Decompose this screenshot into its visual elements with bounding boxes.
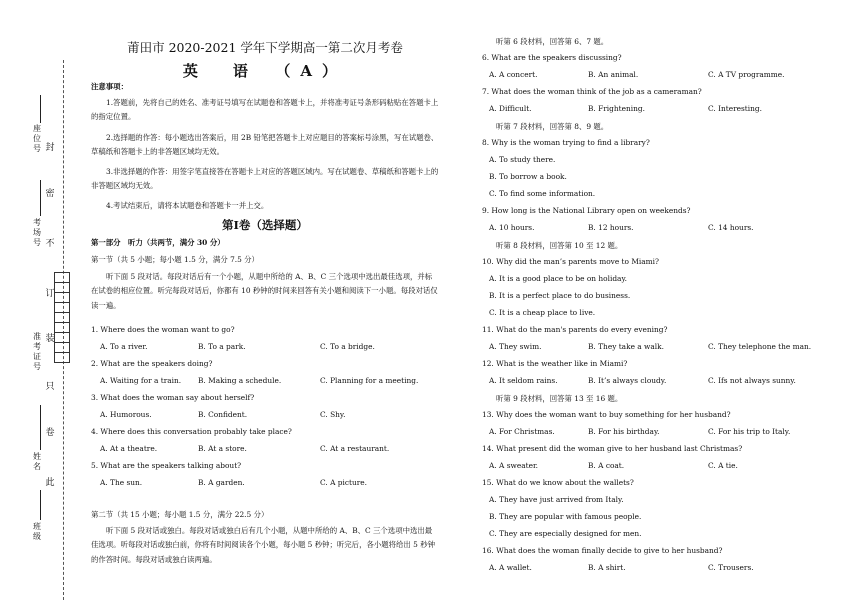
seat-number-label: 座位号 (33, 124, 41, 153)
option-b[interactable]: B. For his birthday. (588, 427, 660, 436)
option-c[interactable]: C. Ifs not always sunny. (708, 376, 796, 385)
material-note: 听第 9 段材料，回答第 13 至 16 题。 (496, 394, 623, 403)
option-c[interactable]: C. To a bridge. (320, 342, 375, 351)
option-c[interactable]: C. 14 hours. (708, 223, 754, 232)
option-a[interactable]: A. Humorous. (100, 410, 152, 419)
option-a[interactable]: A. Waiting for a train. (100, 376, 182, 385)
option-b[interactable]: B. 12 hours. (588, 223, 634, 232)
left-column (91, 0, 439, 564)
option-c[interactable]: C. They telephone the man. (708, 342, 812, 351)
question-4: 4. Where does this conversation probably take place? (91, 427, 292, 436)
exam-title: 莆田市 2020-2021 学年下学期高一第二次月考卷 (127, 40, 403, 55)
question-10: 10. Why did the man’s parents move to Miami? (482, 257, 659, 266)
exam-subject: 英 语 （A） (182, 62, 348, 80)
option-b[interactable]: B. To borrow a book. (489, 172, 567, 181)
question-6: 6. What are the speakers discussing? (482, 53, 622, 62)
option-a[interactable]: A. A wallet. (489, 563, 532, 572)
class-line[interactable] (40, 490, 41, 520)
seal-char: 只 (45, 382, 55, 392)
option-b[interactable]: B. Making a schedule. (198, 376, 282, 385)
option-a[interactable]: A. It seldom rains. (489, 376, 558, 385)
option-c[interactable]: C. At a restaurant. (320, 444, 390, 453)
option-c[interactable]: C. It is a cheap place to live. (489, 308, 596, 317)
option-b[interactable]: B. A shirt. (588, 563, 626, 572)
option-b[interactable]: B. Confident. (198, 410, 248, 419)
option-a[interactable]: A. 10 hours. (489, 223, 535, 232)
question-8: 8. Why is the woman trying to find a library? (482, 138, 650, 147)
exam-room-line[interactable] (40, 180, 41, 216)
binding-margin (0, 0, 78, 608)
material-note: 听第 8 段材料，回答第 10 至 12 题。 (496, 241, 623, 250)
option-b[interactable]: B. It’s always cloudy. (588, 376, 667, 385)
seal-char: 卷 (45, 428, 55, 438)
material-note: 听第 7 段材料，回答第 8、9 题。 (496, 122, 609, 131)
option-b[interactable]: B. An animal. (588, 70, 639, 79)
note-item: 4.考试结束后，请将本试题卷和答题卡一并上交。 (106, 201, 269, 210)
option-b[interactable]: B. They take a walk. (588, 342, 664, 351)
option-a[interactable]: A. Difficult. (489, 104, 532, 113)
question-12: 12. What is the weather like in Miami? (482, 359, 628, 368)
section2-heading: 第二节（共 15 小题；每小题 1.5 分，满分 22.5 分） (91, 510, 269, 519)
name-line[interactable] (40, 405, 41, 450)
admission-number-label: 准考证号 (33, 332, 41, 371)
seal-char: 封 (45, 143, 55, 153)
question-16: 16. What does the woman finally decide to give to her husband? (482, 546, 723, 555)
option-a[interactable]: A. To study there. (489, 155, 556, 164)
question-13: 13. Why does the woman want to buy something for her husband? (482, 410, 731, 419)
option-b[interactable]: B. A garden. (198, 478, 245, 487)
seal-char: 此 (45, 478, 55, 488)
option-c[interactable]: C. They are especially designed for men. (489, 529, 642, 538)
material-note: 听第 6 段材料，回答第 6、7 题。 (496, 37, 609, 46)
question-7: 7. What does the woman think of the job as a cameraman? (482, 87, 702, 96)
option-c[interactable]: C. Planning for a meeting. (320, 376, 419, 385)
seal-char: 密 (45, 189, 55, 199)
seal-char: 不 (45, 239, 55, 249)
seal-char: 订 (45, 289, 55, 299)
option-c[interactable]: C. To find some information. (489, 189, 596, 198)
option-a[interactable]: A. For Christmas. (489, 427, 555, 436)
option-a[interactable]: A. They swim. (489, 342, 542, 351)
option-c[interactable]: C. A TV programme. (708, 70, 785, 79)
question-9: 9. How long is the National Library open on weekends? (482, 206, 691, 215)
note-item: 1.答题前，先将自己的姓名、准考证号填写在试题卷和答题卡上，并将准考证号条形码粘贴在答题卡上的指定位置。 (91, 98, 439, 122)
class-label: 班级 (33, 522, 41, 541)
part1-heading: 第一部分 听力（共两节，满分 30 分） (91, 238, 225, 247)
option-a[interactable]: A. A concert. (489, 70, 538, 79)
seal-char: 装 (45, 334, 55, 344)
name-label: 姓名 (33, 452, 41, 471)
option-a[interactable]: A. It is a good place to be on holiday. (489, 274, 628, 283)
option-b[interactable]: B. It is a perfect place to do business. (489, 291, 631, 300)
option-a[interactable]: A. At a theatre. (100, 444, 158, 453)
admission-number-grid[interactable] (54, 272, 70, 363)
exam-room-label: 考场号 (33, 218, 41, 247)
option-b[interactable]: B. At a store. (198, 444, 247, 453)
question-11: 11. What do the man's parents do every evening? (482, 325, 668, 334)
option-a[interactable]: A. The sun. (100, 478, 143, 487)
option-a[interactable]: A. They have just arrived from Italy. (489, 495, 624, 504)
section1-instructions: 听下面 5 段对话。每段对话后有一个小题，从题中所给的 A、B、C 三个选项中选出最佳选项，并标在试卷的相应位置。听完每段对话后，你都有 10 秒钟的时间来回答有关小题和阅读下一小题。每段对话仅读一遍。 (91, 272, 438, 310)
option-c[interactable]: C. A picture. (320, 478, 367, 487)
note-item: 2.选择题的作答：每小题选出答案后，用 2B 铅笔把答题卡上对应题目的答案标号涂黑，写在试题卷、草稿纸和答题卡上的非答题区域均无效。 (91, 133, 439, 157)
question-14: 14. What present did the woman give to her husband last Christmas? (482, 444, 743, 453)
section2-instructions: 听下面 5 段对话或独白。每段对话或独白后有几个小题，从题中所给的 A、B、C 三个选项中选出最佳选项。听每段对话或独白前，你将有时间阅读各个小题，每小题 5 秒钟；听完后，各小题将给出 5 秒钟的作答时间。每段对话或独白读两遍。 (91, 526, 435, 564)
seat-number-line[interactable] (40, 95, 41, 123)
question-3: 3. What does the woman say about herself? (91, 393, 255, 402)
notes-heading: 注意事项： (91, 82, 128, 91)
option-a[interactable]: A. A sweater. (489, 461, 539, 470)
option-a[interactable]: A. To a river. (100, 342, 148, 351)
option-c[interactable]: C. Interesting. (708, 104, 762, 113)
option-b[interactable]: B. A coat. (588, 461, 625, 470)
option-b[interactable]: B. To a park. (198, 342, 246, 351)
question-2: 2. What are the speakers doing? (91, 359, 213, 368)
section1-heading: 第一节（共 5 小题；每小题 1.5 分，满分 7.5 分） (91, 255, 259, 264)
note-item: 3.非选择题的作答：用签字笔直接答在答题卡上对应的答题区域内。写在试题卷、草稿纸和答题卡上的非答题区域均无效。 (91, 167, 439, 191)
option-b[interactable]: B. Frightening. (588, 104, 645, 113)
question-15: 15. What do we know about the wallets? (482, 478, 634, 487)
volume-title: 第Ⅰ卷（选择题） (222, 218, 308, 232)
question-1: 1. Where does the woman want to go? (91, 325, 235, 334)
option-c[interactable]: C. For his trip to Italy. (708, 427, 791, 436)
option-c[interactable]: C. A tie. (708, 461, 738, 470)
option-c[interactable]: C. Trousers. (708, 563, 754, 572)
option-c[interactable]: C. Shy. (320, 410, 346, 419)
question-5: 5. What are the speakers talking about? (91, 461, 242, 470)
option-b[interactable]: B. They are popular with famous people. (489, 512, 642, 521)
